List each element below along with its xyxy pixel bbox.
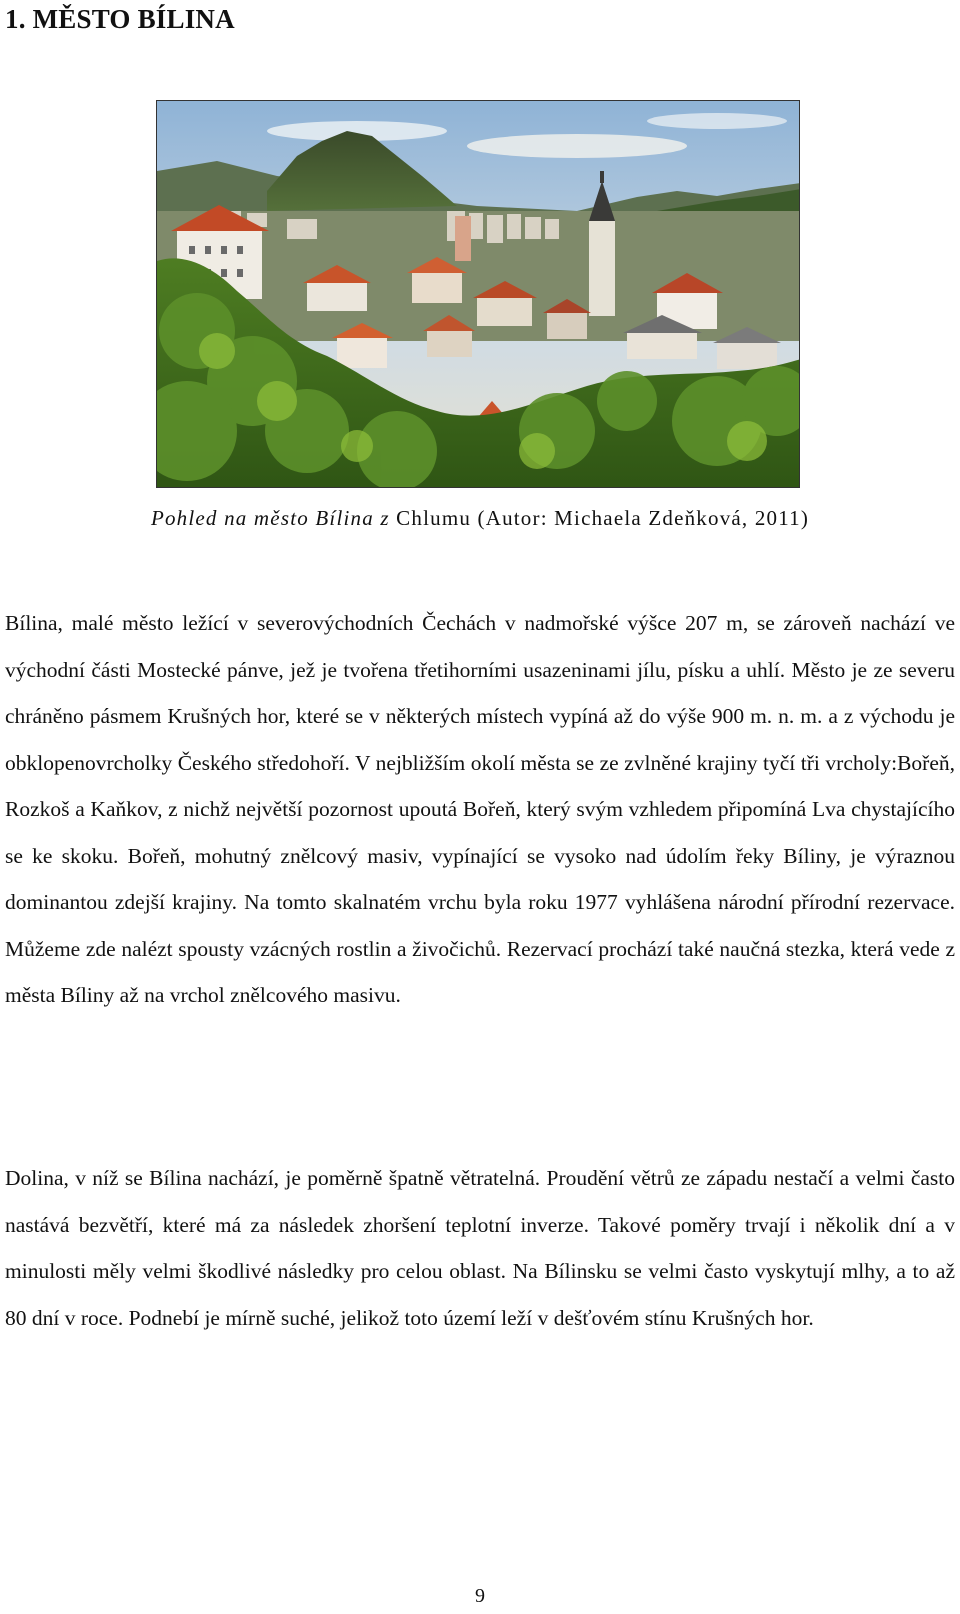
caption-regular: Chlumu (Autor: Michaela Zdeňková, 2011): [389, 506, 810, 530]
photo-caption: [0, 503, 960, 533]
paragraph-1: Bílina, malé město ležící v severovýchodních Čechách v nadmořské výšce 207 m, se zároveň nachází ve východní části Mostecké pánve, jež je tvořena třetihorními usazeninami jílu, písku a uhlí. Město je ze severu chráněno pásmem Krušných hor, které se v některých místech vypíná až do výše 900 m. n. m. a z východu je obklopenovrcholky Českého středohoří. V nejbližším okolí města se ze zvlněné krajiny tyčí tři vrcholy:Bořeň, Rozkoš a Kaňkov, z nichž největší pozornost upoutá Bořeň, který svým vzhledem připomíná Lva chystajícího se ke skoku. Bořeň, mohutný znělcový masiv, vypínající se vysoko nad údolím řeky Bíliny, je výraznou dominantou zdejší krajiny. Na tomto skalnatém vrchu byla roku 1977 vyhlášena národní přírodní rezervace. Můžeme zde nalézt spousty vzácných rostlin a živočichů. Rezervací prochází také naučná stezka, která vede z města Bíliny až na vrchol znělcového masivu.: [5, 611, 955, 1007]
page-number: 9: [475, 1585, 485, 1607]
caption-italic: Pohled na město Bílina z: [150, 506, 390, 530]
chapter-heading: 1. MĚSTO BÍLINA: [5, 4, 235, 34]
town-photo: [156, 100, 800, 488]
paragraph-2: Dolina, v níž se Bílina nachází, je poměrně špatně větratelná. Proudění větrů ze západu nestačí a velmi často nastává bezvětří, které má za následek zhoršení teplotní inverze. Takové poměry trvají i několik dní a v minulosti měly velmi škodlivé následky pro celou oblast. Na Bílinsku se velmi často vyskytují mlhy, a to až 80 dní v roce. Podnebí je mírně suché, jelikož toto území leží v dešťovém stínu Krušných hor.: [5, 1166, 955, 1330]
